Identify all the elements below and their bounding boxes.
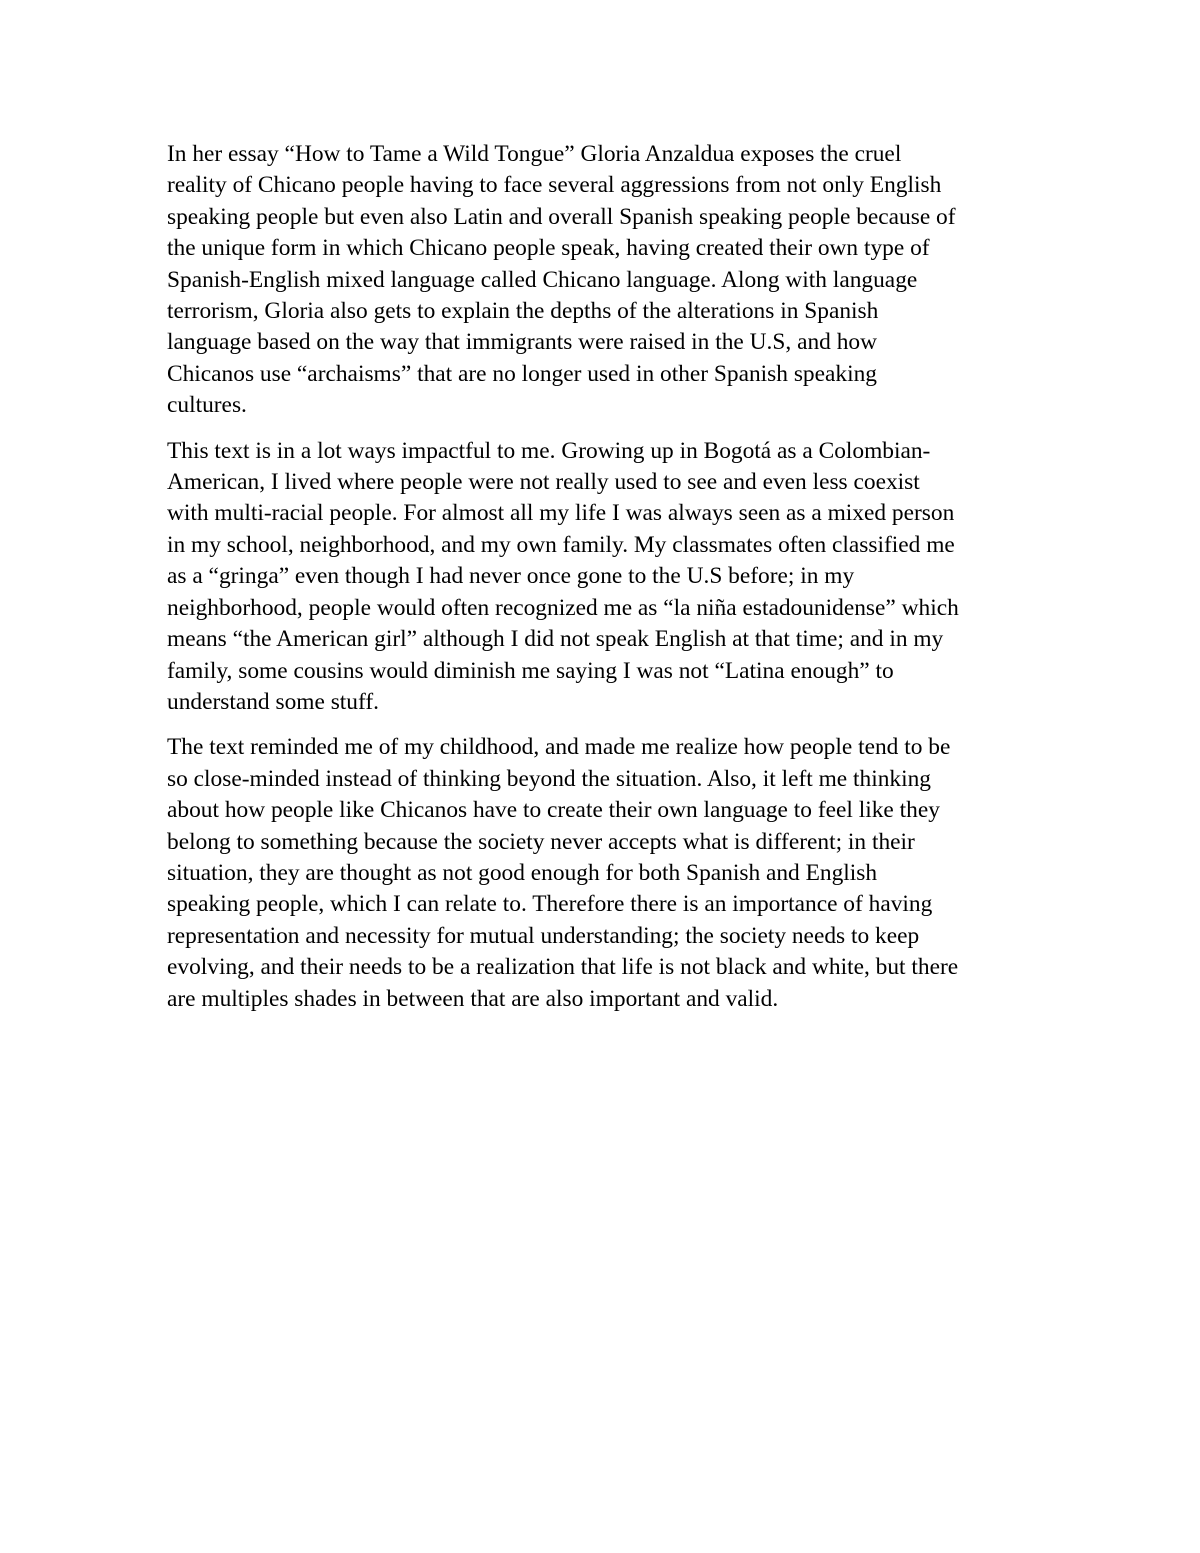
text-line: speaking people, which I can relate to. Therefore there is an importance of having <box>167 891 933 918</box>
text-line: family, some cousins would diminish me saying I was not “Latina enough” to <box>167 657 894 684</box>
text-line: about how people like Chicanos have to create their own language to feel like they <box>167 797 940 824</box>
text-line: speaking people but even also Latin and overall Spanish speaking people because of <box>167 203 956 230</box>
text-line: representation and necessity for mutual understanding; the society needs to keep <box>167 922 920 949</box>
document-body <box>167 139 1037 1029</box>
text-line: Spanish-English mixed language called Chicano language. Along with language <box>167 266 918 293</box>
text-line: are multiples shades in between that are also important and valid. <box>167 985 779 1012</box>
paragraph-3 <box>167 732 1037 1015</box>
text-line: cultures. <box>167 392 247 419</box>
text-line: language based on the way that immigrants were raised in the U.S, and how <box>167 329 877 356</box>
text-line: neighborhood, people would often recognized me as “la niña estadounidense” which <box>167 594 959 621</box>
text-line: In her essay “How to Tame a Wild Tongue” Gloria Anzaldua exposes the cruel <box>167 141 902 167</box>
text-line: Chicanos use “archaisms” that are no longer used in other Spanish speaking <box>167 360 877 387</box>
text-line: understand some stuff. <box>167 688 380 715</box>
text-line: means “the American girl” although I did not speak English at that time; and in my <box>167 626 944 653</box>
text-line: the unique form in which Chicano people speak, having created their own type of <box>167 235 930 262</box>
text-line: The text reminded me of my childhood, and made me realize how people tend to be <box>167 734 951 761</box>
text-line: in my school, neighborhood, and my own family. My classmates often classified me <box>167 531 955 558</box>
paragraph-2 <box>167 436 1037 719</box>
text-line: as a “gringa” even though I had never once gone to the U.S before; in my <box>167 563 855 590</box>
text-line: with multi-racial people. For almost all my life I was always seen as a mixed person <box>167 500 955 527</box>
text-line: belong to something because the society never accepts what is different; in their <box>167 828 915 855</box>
paragraph-1 <box>167 139 1037 422</box>
text-line: terrorism, Gloria also gets to explain the depths of the alterations in Spanish <box>167 298 879 325</box>
text-line: so close-minded instead of thinking beyond the situation. Also, it left me thinking <box>167 765 931 792</box>
text-line: American, I lived where people were not really used to see and even less coexist <box>167 469 920 496</box>
text-line: This text is in a lot ways impactful to me. Growing up in Bogotá as a Colombian- <box>167 437 931 464</box>
text-line: situation, they are thought as not good enough for both Spanish and English <box>167 859 878 886</box>
text-line: reality of Chicano people having to face several aggressions from not only English <box>167 172 942 199</box>
text-line: evolving, and their needs to be a realization that life is not black and white, but there <box>167 954 959 981</box>
